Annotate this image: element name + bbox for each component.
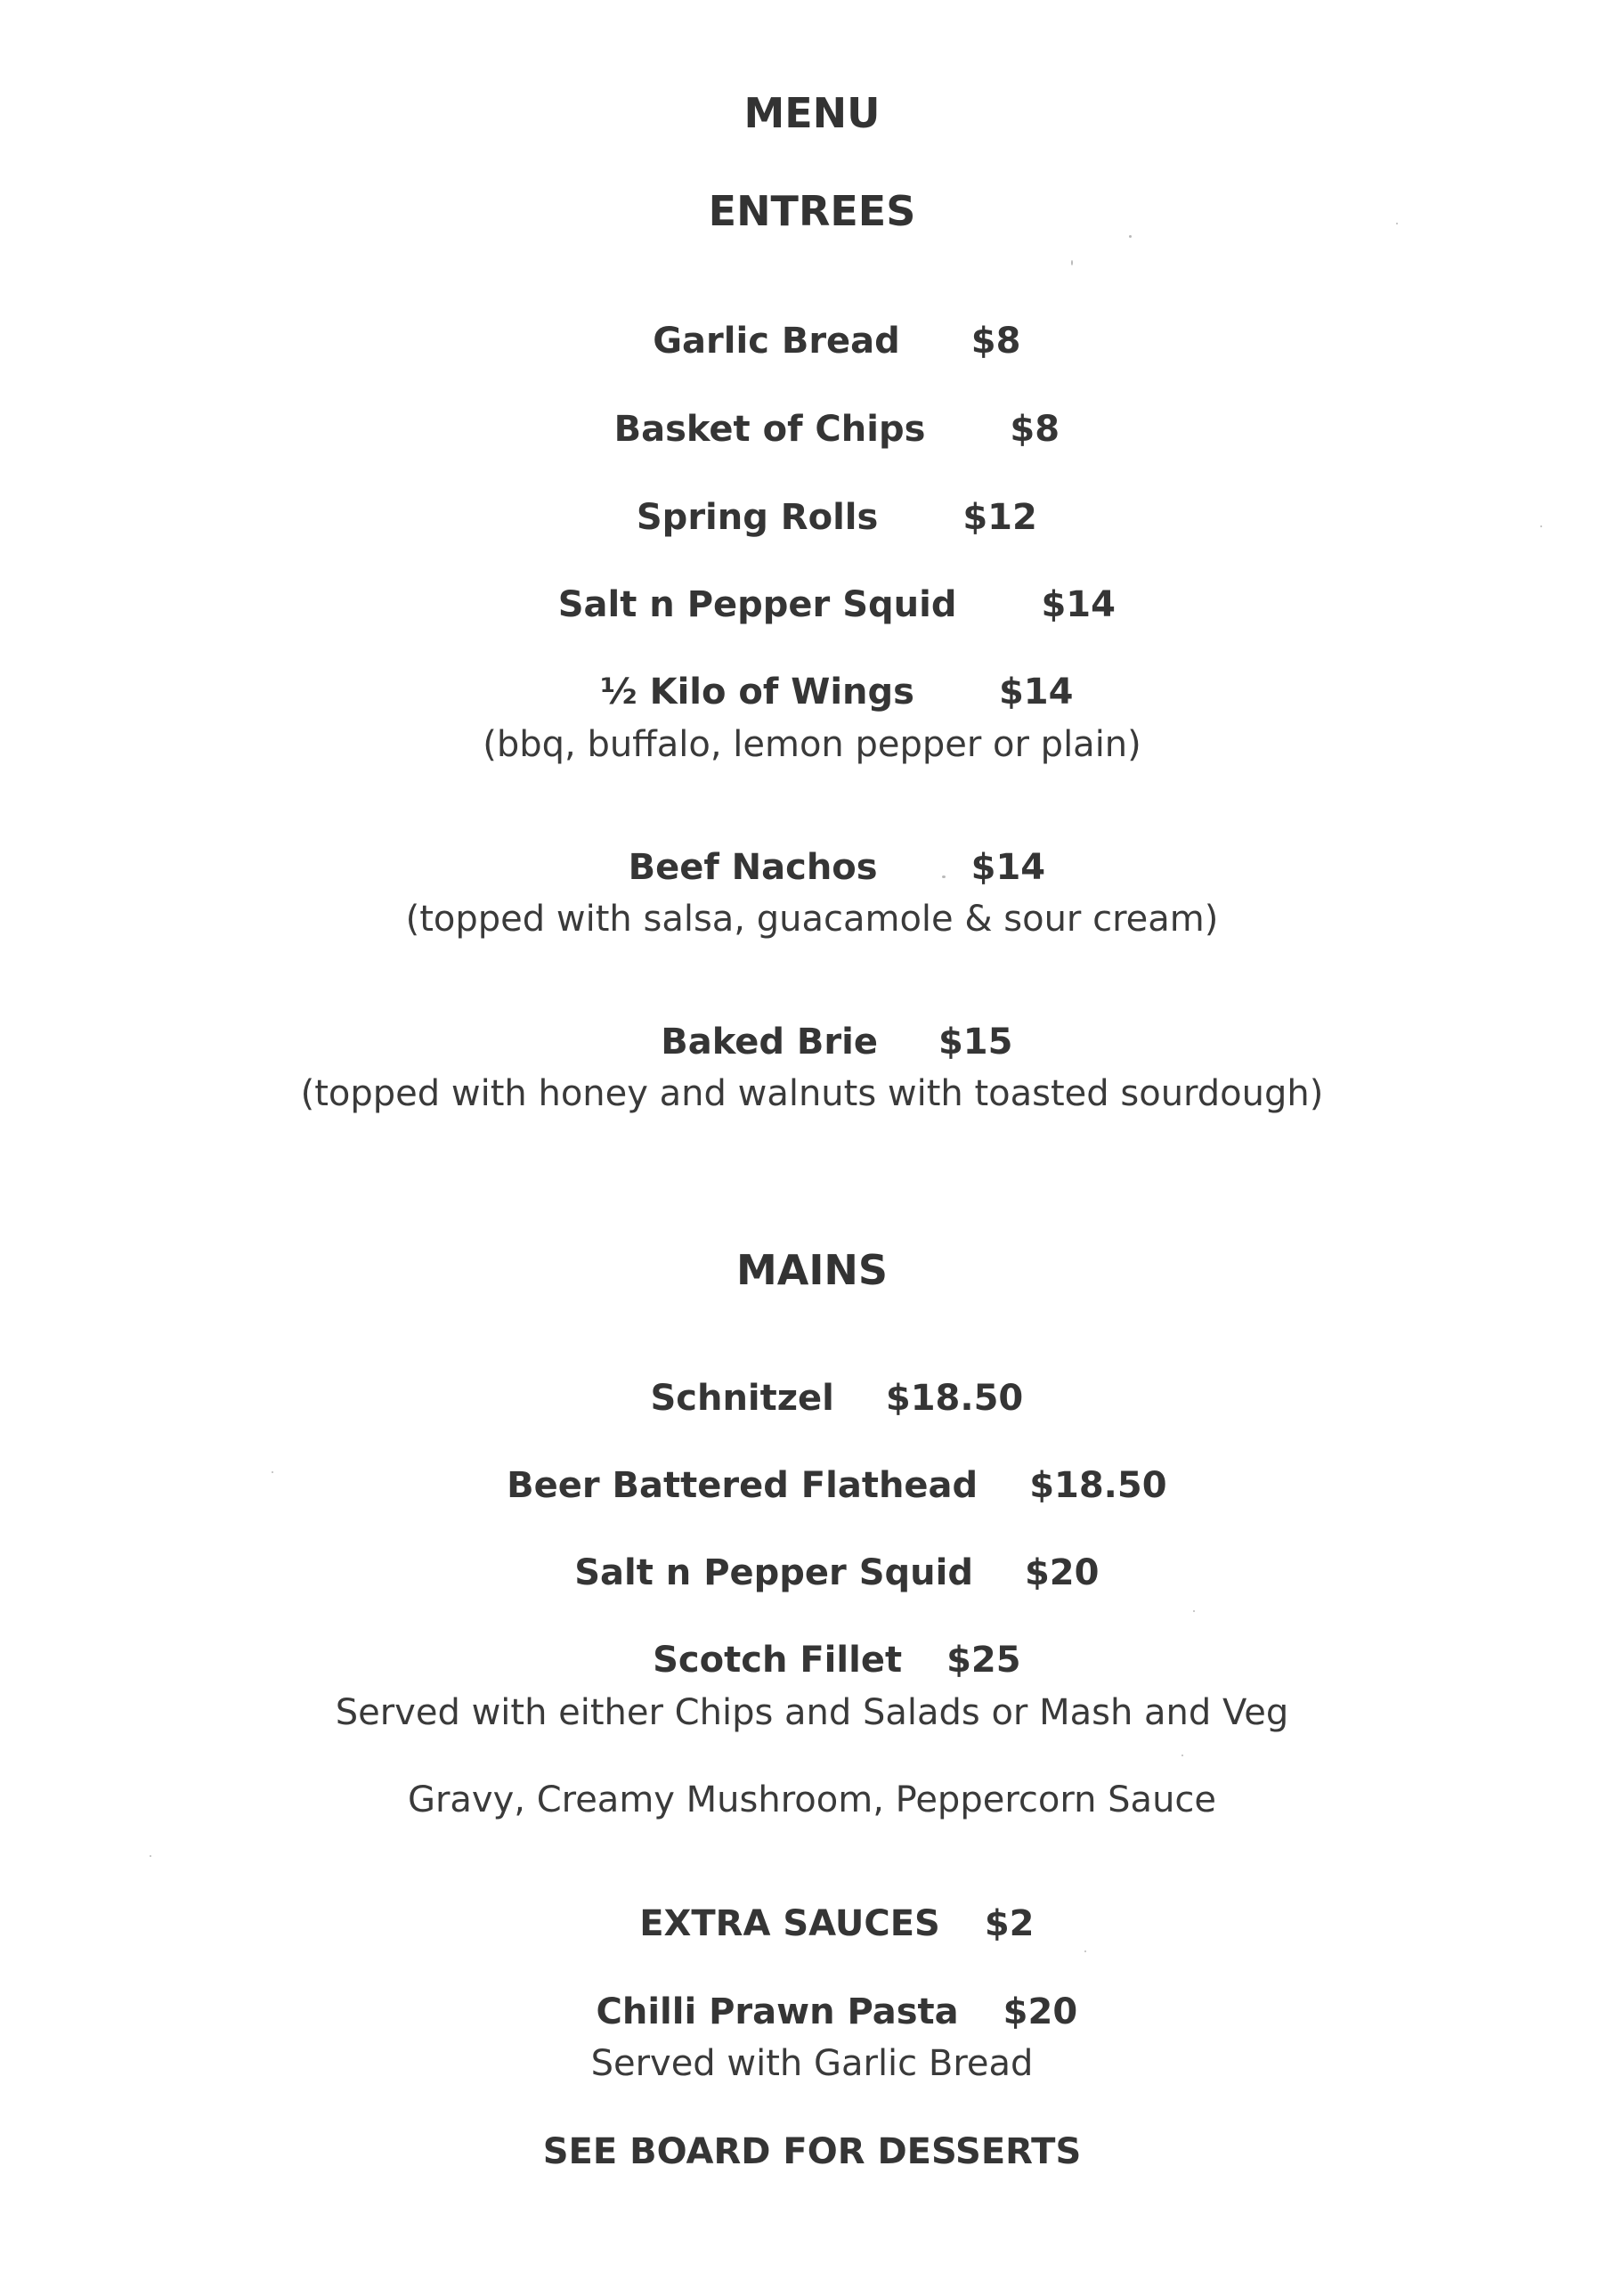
item-name: Basket of Chips bbox=[613, 409, 926, 450]
item-price: $20 bbox=[1003, 1991, 1078, 2032]
item-name: Salt n Pepper Squid bbox=[557, 584, 957, 625]
item-price: $18.50 bbox=[1029, 1465, 1167, 1506]
item-name: Beef Nachos bbox=[628, 847, 878, 888]
item-price: $14 bbox=[1041, 584, 1116, 625]
item-price: $25 bbox=[946, 1640, 1021, 1681]
scan-speck bbox=[1193, 1610, 1195, 1612]
item-price: $14 bbox=[970, 847, 1046, 888]
scan-speck bbox=[942, 875, 946, 878]
nachos-toppings-note: (topped with salsa, guacamole & sour cream) bbox=[405, 899, 1219, 940]
scan-speck bbox=[1129, 235, 1132, 238]
served-with-note: Served with either Chips and Salads or Mash and Veg bbox=[335, 1692, 1289, 1733]
sauces-note: Gravy, Creamy Mushroom, Peppercorn Sauce bbox=[407, 1779, 1217, 1820]
item-name: Baked Brie bbox=[661, 1022, 878, 1063]
mains-heading: MAINS bbox=[735, 1246, 889, 1294]
wings-flavours-note: (bbq, buffalo, lemon pepper or plain) bbox=[483, 724, 1141, 765]
scan-speck bbox=[1084, 1950, 1086, 1952]
entrees-heading: ENTREES bbox=[708, 187, 916, 235]
pasta-served-with-note: Served with Garlic Bread bbox=[590, 2043, 1034, 2084]
scan-speck bbox=[150, 1855, 151, 1857]
item-price: $8 bbox=[1010, 409, 1060, 450]
scan-speck bbox=[1396, 223, 1398, 224]
item-price: $2 bbox=[984, 1903, 1035, 1944]
menu-title: MENU bbox=[743, 89, 881, 137]
item-name: Scotch Fillet bbox=[653, 1640, 903, 1681]
scan-speck bbox=[272, 1471, 273, 1473]
desserts-note: SEE BOARD FOR DESSERTS bbox=[542, 2131, 1082, 2172]
item-price: $15 bbox=[938, 1022, 1013, 1063]
item-price: $20 bbox=[1024, 1552, 1100, 1593]
item-name: Salt n Pepper Squid bbox=[574, 1552, 973, 1593]
item-price: $12 bbox=[962, 497, 1037, 538]
item-name: ½ Kilo of Wings bbox=[600, 672, 914, 712]
scan-speck bbox=[1071, 260, 1073, 265]
item-name: Schnitzel bbox=[650, 1378, 834, 1419]
item-name: Chilli Prawn Pasta bbox=[596, 1991, 959, 2032]
brie-toppings-note: (topped with honey and walnuts with toasted sourdough) bbox=[300, 1073, 1324, 1114]
item-price: $8 bbox=[970, 321, 1021, 362]
item-price: $18.50 bbox=[885, 1378, 1024, 1419]
scan-speck bbox=[1540, 525, 1542, 527]
item-name: EXTRA SAUCES bbox=[639, 1903, 940, 1944]
item-price: $14 bbox=[998, 672, 1074, 712]
item-name: Spring Rolls bbox=[636, 497, 879, 538]
scan-speck bbox=[1181, 1755, 1183, 1756]
item-name: Garlic Bread bbox=[653, 321, 900, 362]
item-name: Beer Battered Flathead bbox=[507, 1465, 978, 1506]
